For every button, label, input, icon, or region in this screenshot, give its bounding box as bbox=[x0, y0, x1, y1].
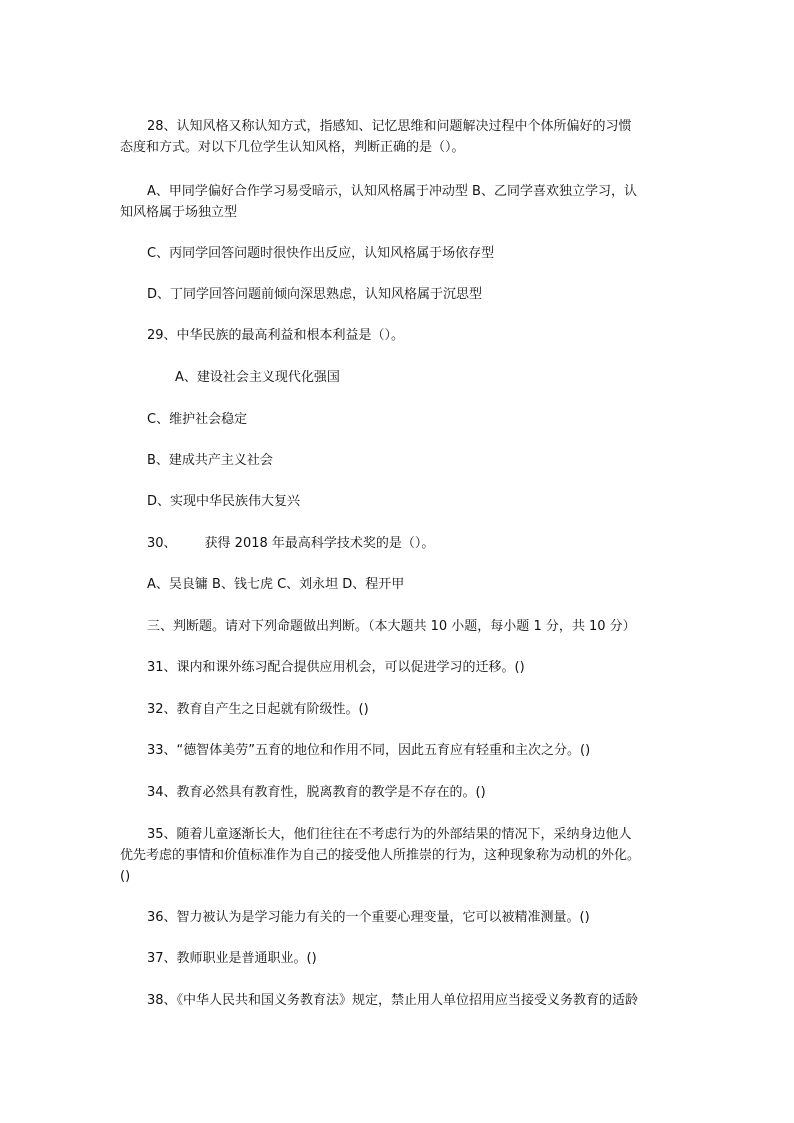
q30-question-text: 获得 2018 年最高科学技术奖的是（）。 bbox=[204, 536, 435, 551]
q33: 33、“德智体美劳”五育的地位和作用不同，因此五育应有轻重和主次之分。() bbox=[147, 743, 591, 758]
q28-option-c: C、丙同学回答问题时很快作出反应，认知风格属于场依存型 bbox=[147, 246, 495, 261]
q29-stem: 29、中华民族的最高利益和根本利益是（）。 bbox=[147, 328, 405, 343]
q36: 36、智力被认为是学习能力有关的一个重要心理变量，它可以被精准测量。() bbox=[147, 910, 590, 925]
q28-option-a-line1: A、甲同学偏好合作学习易受暗示，认知风格属于冲动型 B、乙同学喜欢独立学习，认 bbox=[147, 184, 637, 199]
q29-option-b: B、建成共产主义社会 bbox=[147, 453, 273, 468]
q29-option-c: C、维护社会稳定 bbox=[147, 412, 248, 427]
q30-stem bbox=[147, 535, 434, 553]
q35-line2: 优先考虑的事情和价值标准作为自己的接受他人所推崇的行为，这种现象称为动机的外化。 bbox=[120, 848, 641, 863]
section-3-heading: 三、判断题。请对下列命题做出判断。（本大题共 10 小题，每小题 1 分，共 10 分） bbox=[147, 619, 636, 634]
q30-number: 30、 bbox=[147, 536, 177, 551]
q28-option-a-line2: 知风格属于场独立型 bbox=[120, 205, 238, 220]
q32: 32、教育自产生之日起就有阶级性。() bbox=[147, 702, 369, 717]
q35-line1: 35、随着儿童逐渐长大，他们往往在不考虑行为的外部结果的情况下，采纳身边他人 bbox=[147, 827, 632, 842]
q34: 34、教育必然具有教育性，脱离教育的教学是不存在的。() bbox=[147, 785, 486, 800]
q28-stem-line1: 28、认知风格又称认知方式，指感知、记忆思维和问题解决过程中个体所偏好的习惯 bbox=[147, 119, 632, 134]
q29-option-a: A、建设社会主义现代化强国 bbox=[175, 370, 340, 385]
q28-stem-line2: 态度和方式。对以下几位学生认知风格，判断正确的是（）。 bbox=[120, 140, 465, 155]
q31: 31、课内和课外练习配合提供应用机会，可以促进学习的迁移。() bbox=[147, 660, 525, 675]
q37: 37、教师职业是普通职业。() bbox=[147, 951, 317, 966]
q35-line3: () bbox=[120, 869, 131, 884]
q28-option-d: D、丁同学回答问题前倾向深思熟虑，认知风格属于沉思型 bbox=[147, 287, 483, 302]
q38-line1: 38、《中华人民共和国义务教育法》规定，禁止用人单位招用应当接受义务教育的适龄 bbox=[147, 993, 639, 1008]
q30-options: A、吴良镛 B、钱七虎 C、刘永坦 D、程开甲 bbox=[147, 577, 405, 592]
q29-option-d: D、实现中华民族伟大复兴 bbox=[147, 494, 301, 509]
